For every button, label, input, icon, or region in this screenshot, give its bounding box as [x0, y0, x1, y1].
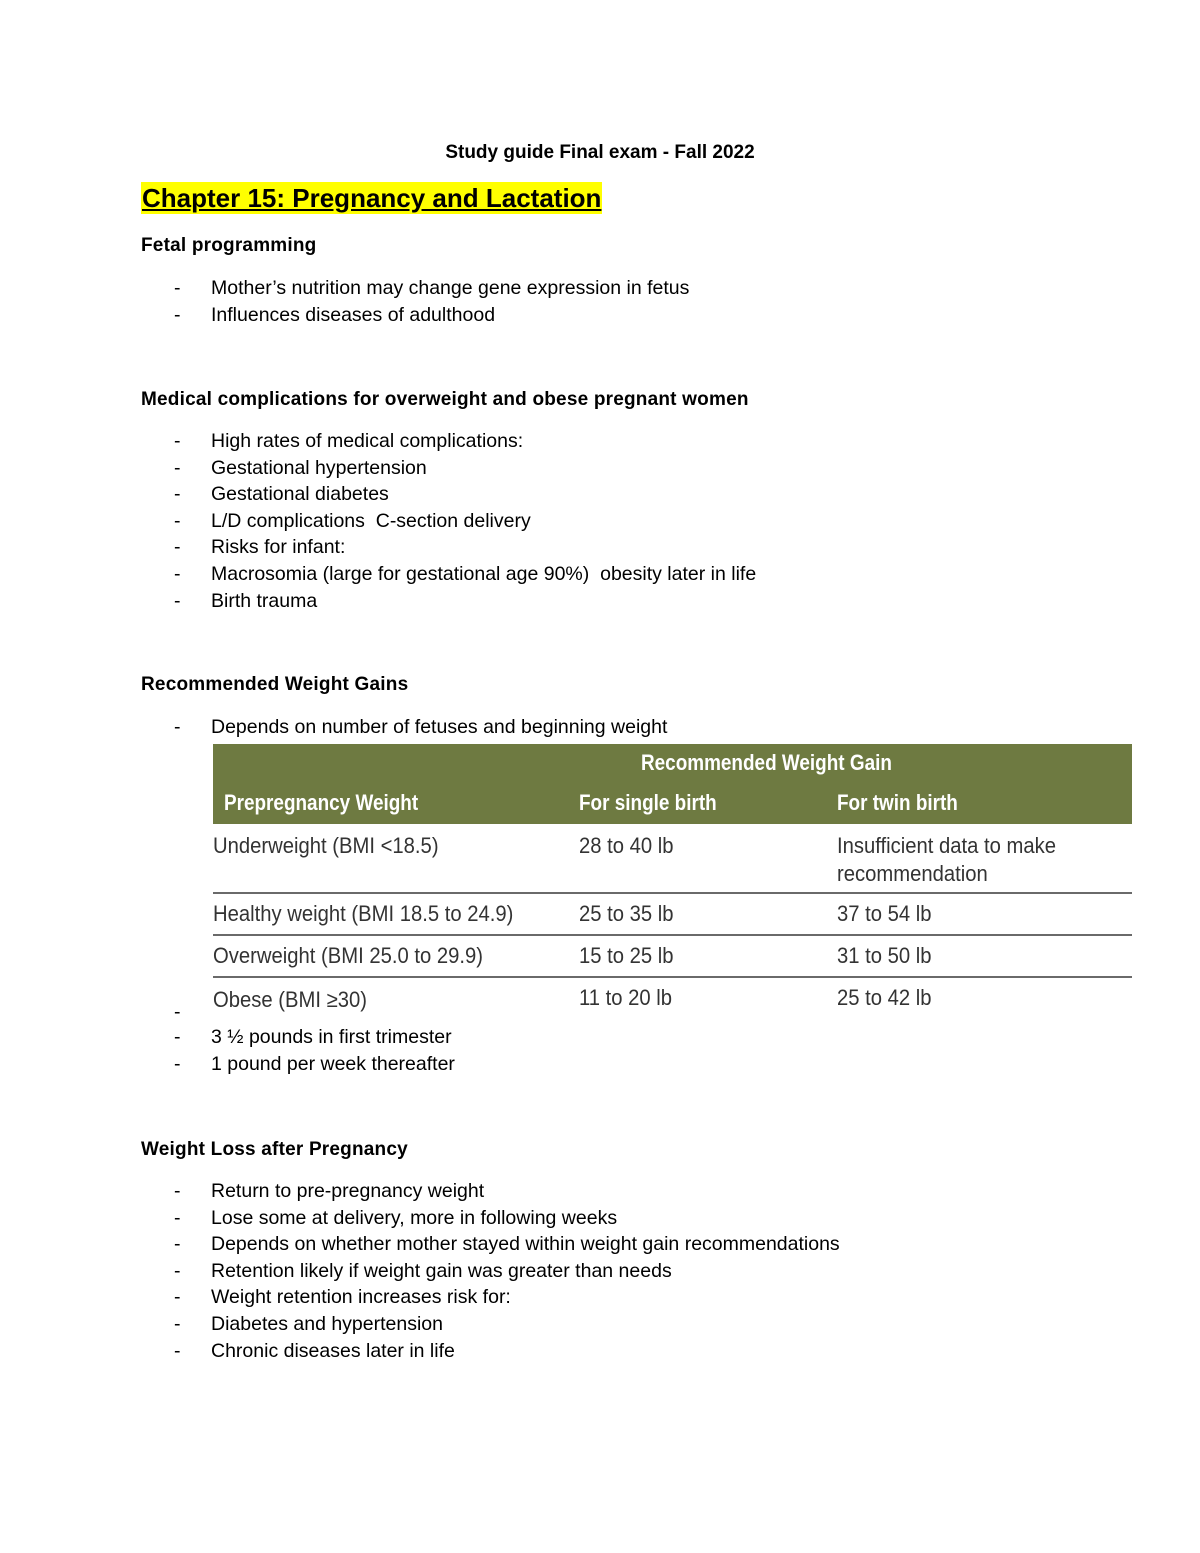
table-cell: Underweight (BMI <18.5): [213, 833, 439, 858]
bullet-dash: -: [174, 509, 181, 532]
bullet-dash: -: [174, 1001, 181, 1023]
list-item: - Chronic diseases later in life: [174, 1338, 840, 1365]
list-item: - Depends on whether mother stayed within weight gain recommendations: [174, 1231, 840, 1258]
bullet-list-weight-gain: [174, 714, 667, 741]
list-item: - Gestational hypertension: [174, 455, 756, 482]
table-cell: 25 to 42 lb: [837, 985, 932, 1010]
bullet-list-fetal: [174, 275, 689, 328]
bullet-dash: -: [174, 277, 181, 299]
bullet-dash: -: [174, 1206, 181, 1229]
list-item: - High rates of medical complications:: [174, 428, 756, 455]
bullet-dash: -: [174, 1026, 181, 1048]
section-heading-weight-gain: Recommended Weight Gains: [141, 674, 409, 695]
table-cell: 11 to 20 lb: [579, 985, 673, 1010]
section-heading-weight-loss: Weight Loss after Pregnancy: [141, 1139, 408, 1160]
bullet-dash: -: [174, 430, 181, 452]
table-cell: recommendation: [837, 861, 988, 886]
bullet-dash: -: [174, 483, 181, 506]
table-column-header: For single birth: [579, 790, 717, 815]
table-header: [213, 744, 1132, 824]
table-row: [213, 936, 1132, 978]
bullet-dash: -: [174, 589, 181, 612]
section-heading-medical: Medical complications for overweight and obese pregnant women: [141, 389, 749, 410]
table-group-header: Recommended Weight Gain: [641, 750, 892, 775]
table-cell: 15 to 25 lb: [579, 943, 674, 968]
bullet-list-weight-loss: [174, 1178, 840, 1364]
table-column-header: Prepregnancy Weight: [224, 790, 419, 815]
table-cell: Overweight (BMI 25.0 to 29.9): [213, 943, 483, 968]
bullet-dash: -: [174, 716, 181, 738]
bullet-dash: -: [174, 456, 181, 479]
table-cell: Healthy weight (BMI 18.5 to 24.9): [213, 901, 514, 926]
section-heading-fetal: Fetal programming: [141, 235, 317, 256]
list-item: - 1 pound per week thereafter: [174, 1051, 455, 1078]
list-item: - Lose some at delivery, more in following weeks: [174, 1205, 840, 1232]
table-cell: 28 to 40 lb: [579, 833, 674, 858]
list-item: - Gestational diabetes: [174, 481, 756, 508]
table-cell: 31 to 50 lb: [837, 943, 932, 968]
table-cell: Obese (BMI ≥30): [213, 987, 367, 1012]
table-cell: 37 to 54 lb: [837, 901, 932, 926]
list-item: - Birth trauma: [174, 588, 756, 615]
bullet-list-medical: [174, 428, 756, 614]
bullet-dash: -: [174, 1312, 181, 1335]
bullet-dash: -: [174, 1259, 181, 1282]
weight-gain-table: [213, 744, 1132, 1020]
list-item: - L/D complications C-section delivery: [174, 508, 756, 535]
bullet-dash: -: [174, 562, 181, 585]
list-item: - Retention likely if weight gain was greater than needs: [174, 1258, 840, 1285]
bullet-dash: -: [174, 1339, 181, 1362]
list-item: - Depends on number of fetuses and beginning weight: [174, 714, 667, 741]
table-row: [213, 978, 1132, 1020]
table-cell: 25 to 35 lb: [579, 901, 674, 926]
table-column-header: For twin birth: [837, 790, 958, 815]
bullet-dash: -: [174, 303, 181, 326]
list-item: - Influences diseases of adulthood: [174, 302, 689, 329]
bullet-dash: -: [174, 1286, 181, 1309]
document-title: Study guide Final exam - Fall 2022: [445, 142, 755, 163]
list-item: - Mother’s nutrition may change gene expression in fetus: [174, 275, 689, 302]
table-cell: Insufficient data to make: [837, 833, 1057, 858]
chapter-heading: Chapter 15: Pregnancy and Lactation: [142, 183, 602, 213]
table-row: [213, 894, 1132, 936]
bullet-dash: -: [174, 1052, 181, 1075]
list-item: - Risks for infant:: [174, 534, 756, 561]
list-item: - 3 ½ pounds in first trimester: [174, 1024, 455, 1051]
list-item: - Return to pre-pregnancy weight: [174, 1178, 840, 1205]
list-item: - Weight retention increases risk for:: [174, 1284, 840, 1311]
list-item: - Macrosomia (large for gestational age 90%) obesity later in life: [174, 561, 756, 588]
table-row: [213, 824, 1132, 894]
bullet-dash: -: [174, 536, 181, 559]
bullet-dash: -: [174, 1180, 181, 1202]
list-item: - Diabetes and hypertension: [174, 1311, 840, 1338]
bullet-dash: -: [174, 1233, 181, 1256]
bullet-list-weight-gain-after: [174, 1024, 455, 1077]
